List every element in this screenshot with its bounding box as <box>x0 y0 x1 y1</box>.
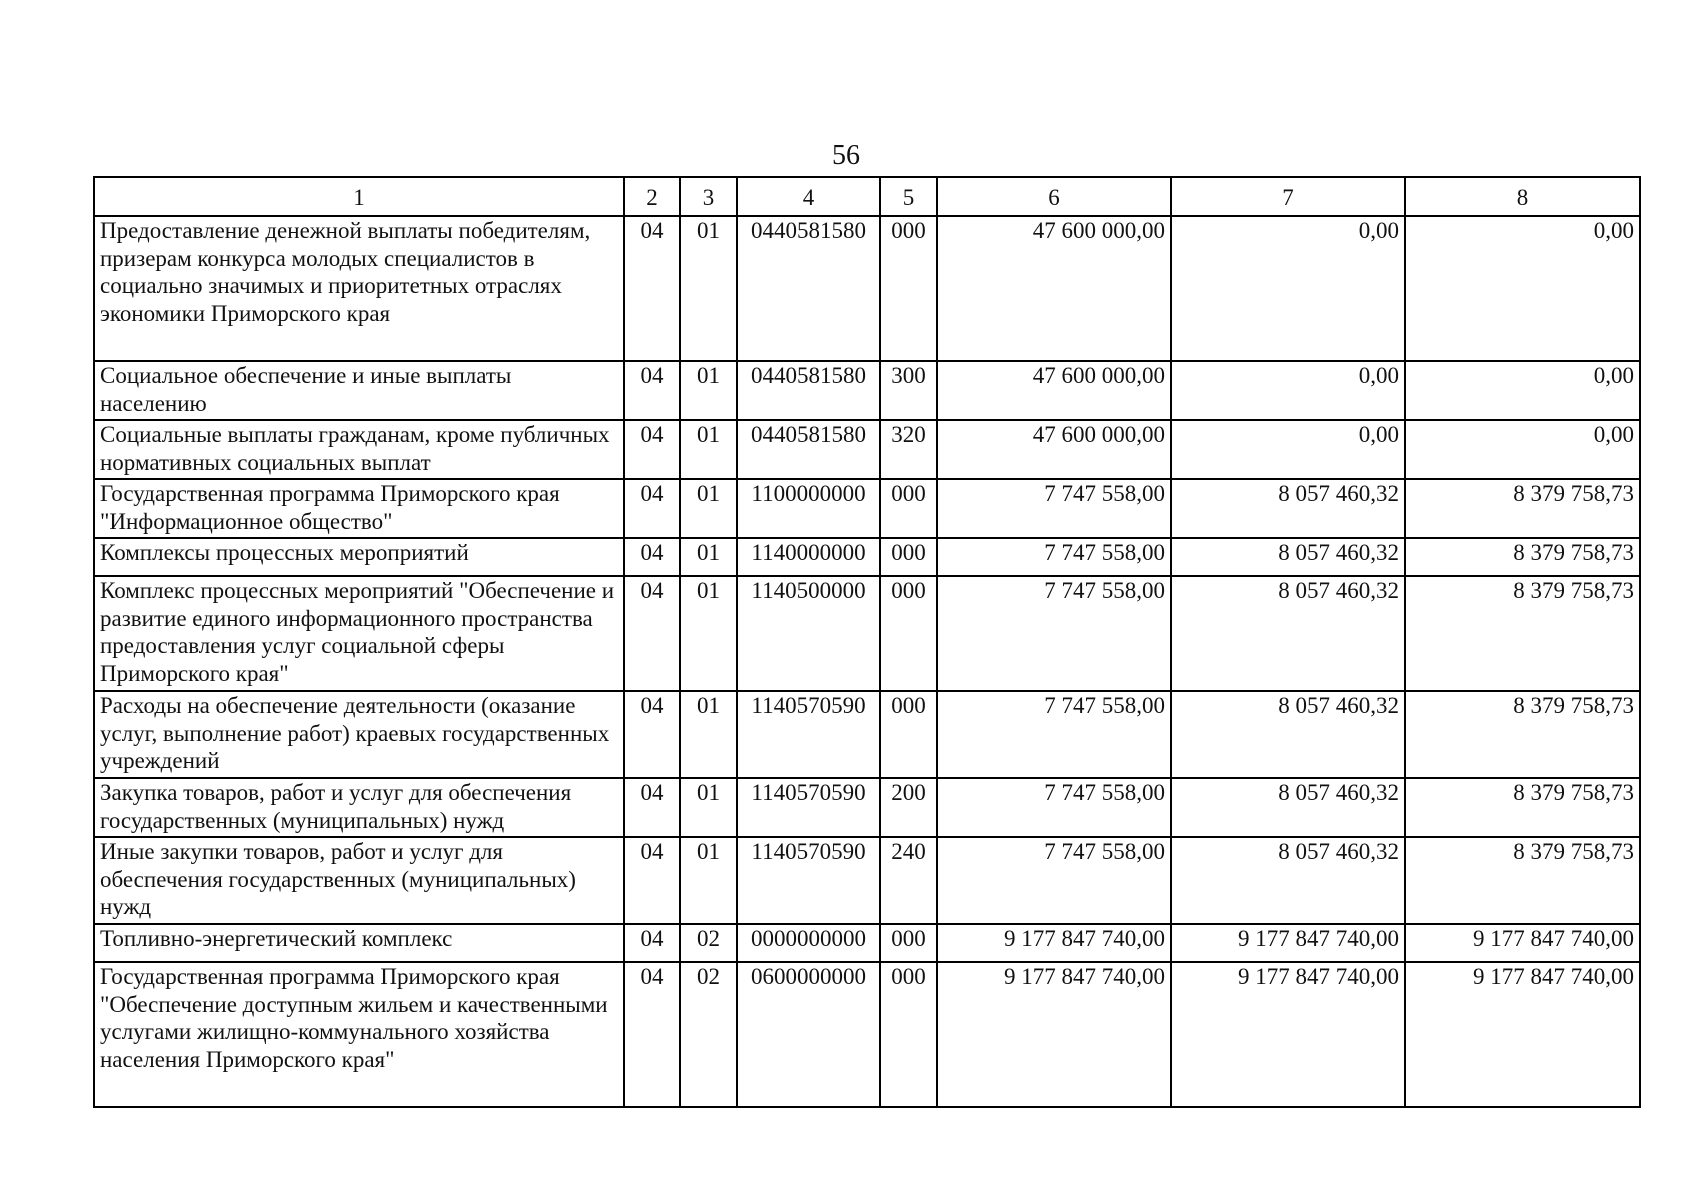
row-name: Предоставление денежной выплаты победителям, призерам конкурса молодых специалистов в социально значимых и приоритетных отраслях экономики Приморского края <box>94 216 624 361</box>
row-code-5: 000 <box>880 538 937 576</box>
row-code-3: 01 <box>680 778 737 837</box>
row-code-3: 01 <box>680 691 737 778</box>
row-code-4: 0600000000 <box>737 962 880 1107</box>
row-code-5: 240 <box>880 837 937 924</box>
row-code-5: 300 <box>880 361 937 420</box>
row-code-2: 04 <box>624 924 680 962</box>
page-number: 56 <box>832 140 860 171</box>
row-amount-6: 9 177 847 740,00 <box>937 962 1171 1107</box>
row-name: Государственная программа Приморского края "Информационное общество" <box>94 479 624 538</box>
row-code-4: 1140570590 <box>737 778 880 837</box>
row-name: Социальные выплаты гражданам, кроме публичных нормативных социальных выплат <box>94 420 624 479</box>
row-amount-7: 9 177 847 740,00 <box>1171 962 1405 1107</box>
row-name: Социальное обеспечение и иные выплаты населению <box>94 361 624 420</box>
table-row <box>94 420 1640 479</box>
row-name: Государственная программа Приморского края "Обеспечение доступным жильем и качественными услугами жилищно-коммунального хозяйства населения Приморского края" <box>94 962 624 1107</box>
row-amount-8: 8 379 758,73 <box>1405 778 1640 837</box>
row-amount-6: 47 600 000,00 <box>937 420 1171 479</box>
table-row <box>94 962 1640 1107</box>
row-amount-6: 47 600 000,00 <box>937 361 1171 420</box>
table-row <box>94 479 1640 538</box>
row-code-2: 04 <box>624 361 680 420</box>
row-amount-7: 8 057 460,32 <box>1171 479 1405 538</box>
table-header <box>94 177 1640 216</box>
row-amount-8: 8 379 758,73 <box>1405 691 1640 778</box>
row-amount-7: 8 057 460,32 <box>1171 837 1405 924</box>
row-code-5: 000 <box>880 479 937 538</box>
row-code-3: 01 <box>680 216 737 361</box>
row-code-5: 000 <box>880 962 937 1107</box>
row-code-3: 01 <box>680 837 737 924</box>
row-name: Комплексы процессных мероприятий <box>94 538 624 576</box>
row-code-5: 000 <box>880 216 937 361</box>
row-name: Иные закупки товаров, работ и услуг для обеспечения государственных (муниципальных) нужд <box>94 837 624 924</box>
row-code-3: 01 <box>680 538 737 576</box>
column-header: 8 <box>1405 177 1640 216</box>
row-name: Топливно-энергетический комплекс <box>94 924 624 962</box>
row-name: Закупка товаров, работ и услуг для обеспечения государственных (муниципальных) нужд <box>94 778 624 837</box>
row-amount-8: 0,00 <box>1405 361 1640 420</box>
row-code-3: 02 <box>680 962 737 1107</box>
row-code-2: 04 <box>624 962 680 1107</box>
column-header: 4 <box>737 177 880 216</box>
row-amount-8: 0,00 <box>1405 216 1640 361</box>
row-code-4: 0440581580 <box>737 420 880 479</box>
table-row <box>94 837 1640 924</box>
column-header: 7 <box>1171 177 1405 216</box>
column-header: 6 <box>937 177 1171 216</box>
table-row <box>94 924 1640 962</box>
table-row <box>94 691 1640 778</box>
column-header: 1 <box>94 177 624 216</box>
row-code-4: 1140570590 <box>737 691 880 778</box>
row-amount-7: 8 057 460,32 <box>1171 538 1405 576</box>
row-amount-8: 9 177 847 740,00 <box>1405 962 1640 1107</box>
row-amount-8: 8 379 758,73 <box>1405 538 1640 576</box>
row-code-5: 320 <box>880 420 937 479</box>
row-code-4: 0000000000 <box>737 924 880 962</box>
row-amount-7: 8 057 460,32 <box>1171 778 1405 837</box>
row-code-2: 04 <box>624 538 680 576</box>
row-code-5: 200 <box>880 778 937 837</box>
header-row <box>94 177 1640 216</box>
row-amount-7: 0,00 <box>1171 420 1405 479</box>
row-code-2: 04 <box>624 691 680 778</box>
row-code-3: 02 <box>680 924 737 962</box>
row-amount-8: 0,00 <box>1405 420 1640 479</box>
row-code-2: 04 <box>624 216 680 361</box>
table-row <box>94 538 1640 576</box>
table-row <box>94 576 1640 691</box>
row-code-4: 1140000000 <box>737 538 880 576</box>
row-code-2: 04 <box>624 778 680 837</box>
row-amount-6: 7 747 558,00 <box>937 837 1171 924</box>
row-code-3: 01 <box>680 479 737 538</box>
row-amount-7: 0,00 <box>1171 216 1405 361</box>
row-code-4: 1140570590 <box>737 837 880 924</box>
row-code-4: 1100000000 <box>737 479 880 538</box>
column-header: 5 <box>880 177 937 216</box>
column-header: 3 <box>680 177 737 216</box>
row-amount-6: 9 177 847 740,00 <box>937 924 1171 962</box>
row-amount-6: 7 747 558,00 <box>937 576 1171 691</box>
budget-table <box>93 176 1641 1108</box>
table-row <box>94 216 1640 361</box>
row-code-4: 0440581580 <box>737 361 880 420</box>
table-row <box>94 778 1640 837</box>
row-code-4: 0440581580 <box>737 216 880 361</box>
row-amount-8: 8 379 758,73 <box>1405 479 1640 538</box>
table-row <box>94 361 1640 420</box>
row-code-5: 000 <box>880 576 937 691</box>
row-amount-8: 8 379 758,73 <box>1405 837 1640 924</box>
column-header: 2 <box>624 177 680 216</box>
row-amount-6: 47 600 000,00 <box>937 216 1171 361</box>
row-amount-8: 8 379 758,73 <box>1405 576 1640 691</box>
row-amount-6: 7 747 558,00 <box>937 778 1171 837</box>
row-code-2: 04 <box>624 420 680 479</box>
row-amount-7: 0,00 <box>1171 361 1405 420</box>
row-amount-6: 7 747 558,00 <box>937 538 1171 576</box>
row-amount-7: 9 177 847 740,00 <box>1171 924 1405 962</box>
row-name: Расходы на обеспечение деятельности (оказание услуг, выполнение работ) краевых государственных учреждений <box>94 691 624 778</box>
row-code-3: 01 <box>680 576 737 691</box>
row-code-2: 04 <box>624 837 680 924</box>
row-code-3: 01 <box>680 361 737 420</box>
row-name: Комплекс процессных мероприятий "Обеспечение и развитие единого информационного пространства предоставления услуг социальной сферы Приморского края" <box>94 576 624 691</box>
row-code-4: 1140500000 <box>737 576 880 691</box>
row-amount-6: 7 747 558,00 <box>937 691 1171 778</box>
row-code-2: 04 <box>624 576 680 691</box>
row-code-5: 000 <box>880 691 937 778</box>
table-body <box>94 216 1640 1107</box>
row-code-5: 000 <box>880 924 937 962</box>
row-code-2: 04 <box>624 479 680 538</box>
row-amount-7: 8 057 460,32 <box>1171 576 1405 691</box>
row-code-3: 01 <box>680 420 737 479</box>
row-amount-8: 9 177 847 740,00 <box>1405 924 1640 962</box>
row-amount-7: 8 057 460,32 <box>1171 691 1405 778</box>
row-amount-6: 7 747 558,00 <box>937 479 1171 538</box>
